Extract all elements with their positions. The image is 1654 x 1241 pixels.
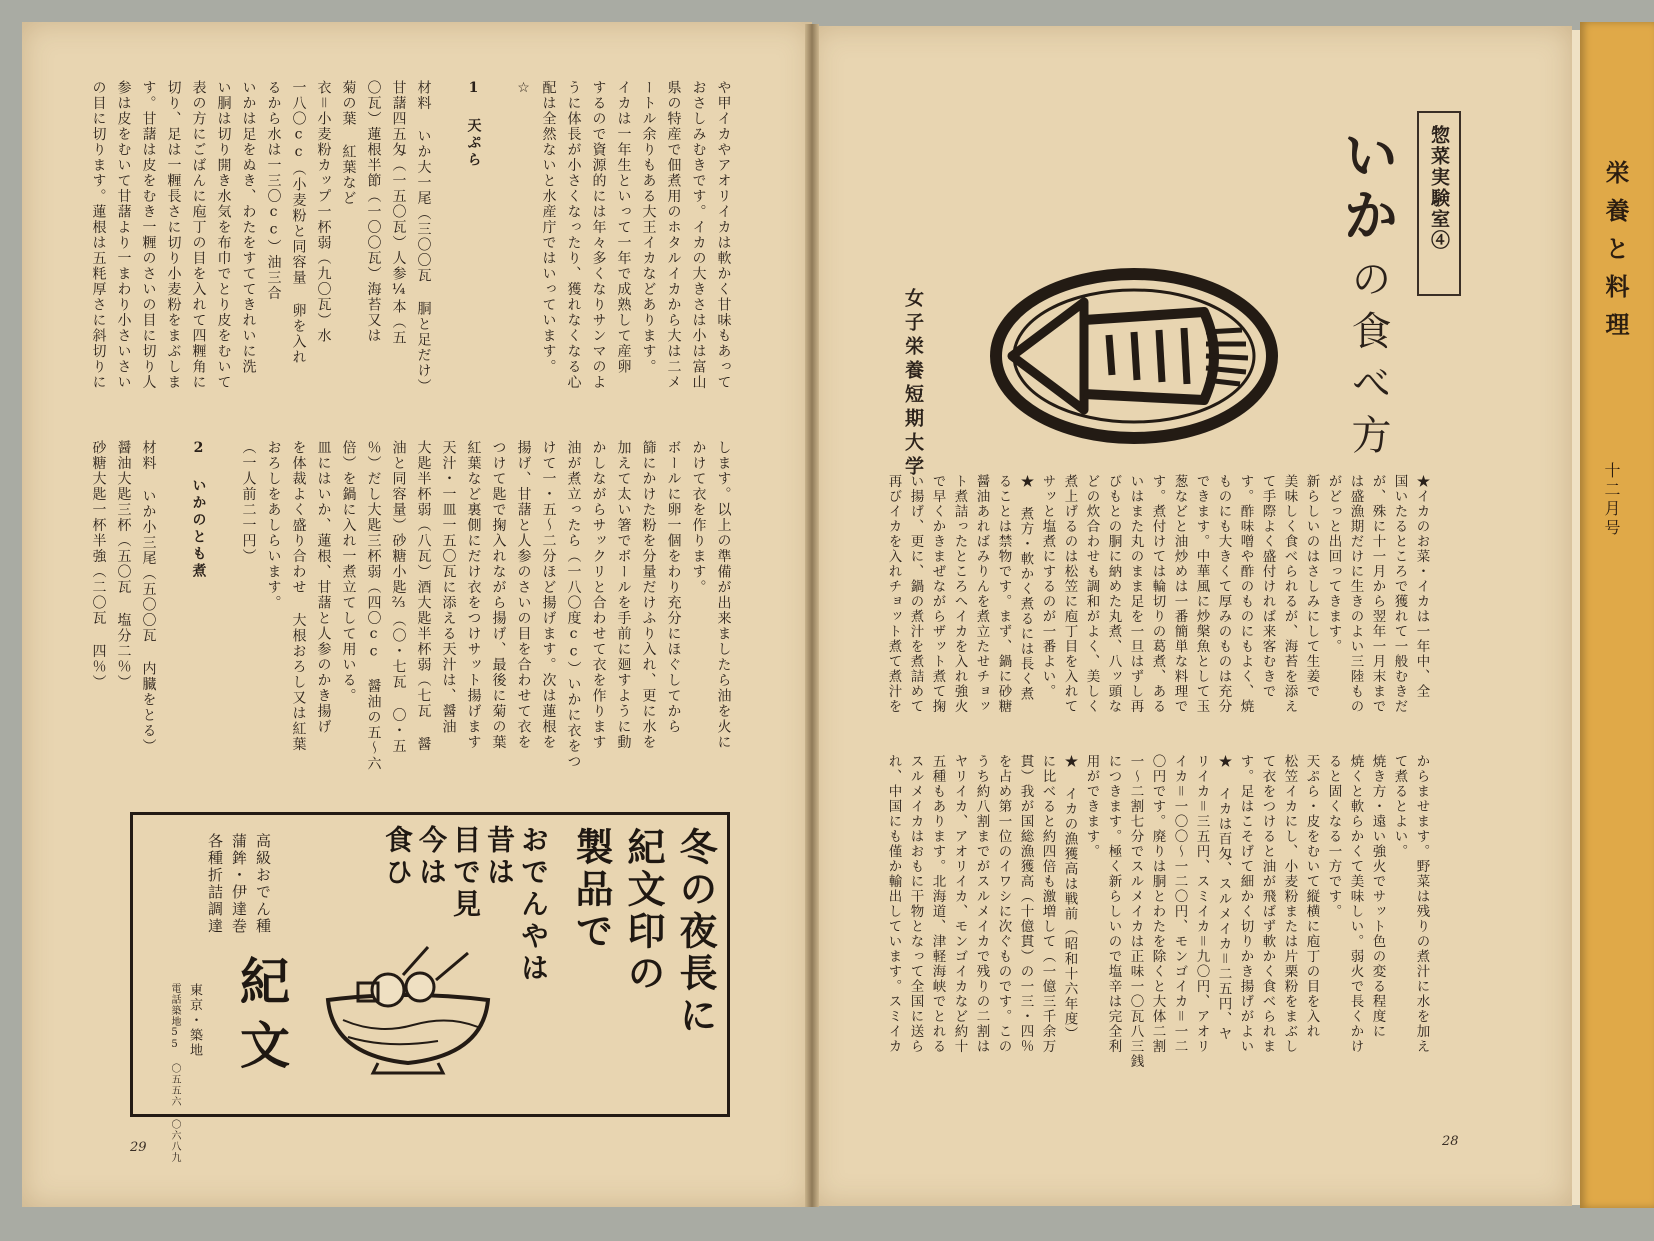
text-column: （一人前二一円） [240, 440, 257, 564]
page-number-right: 28 [1442, 1134, 1459, 1149]
ad-slogan-line: 昔は [483, 825, 516, 889]
text-column: 一〜二割七分でスルメイカは正味一〇瓦八三銭 [1127, 754, 1144, 1069]
text-column: 菊の葉 紅葉など [340, 80, 357, 206]
ad-slogan-line: 紀文印の [621, 827, 666, 995]
text-column: スルメイカはおもに干物となって全国に送ら [907, 754, 924, 1054]
ad-brand: 紀文 [232, 955, 291, 1083]
text-column: けて一・五〜二分ほど揚げます。次は蓮根を [540, 440, 557, 750]
text-column: どの炊合わせも調和がよく、美しく [1083, 474, 1100, 714]
oden-bowl-illustration [318, 945, 498, 1075]
page-number-left: 29 [130, 1140, 147, 1155]
ad-slogan-line: おでんやは [517, 825, 550, 985]
text-column: が、殊に十一月から翌年一月末まで [1369, 474, 1386, 714]
text-column: 材料 いか大一尾（三〇〇瓦 胴と足だけ） [415, 80, 432, 394]
text-column: 新らしいのはさしみにして生姜で [1303, 474, 1320, 699]
text-column: の目に切ります。蓮根は五粍厚さに斜切りに [90, 80, 107, 390]
text-column: は盛漁期だけに生きのよい三陸もの [1347, 474, 1364, 714]
text-column: い胴は切り開き水気を布巾でとり皮をむいて [215, 80, 232, 390]
text-column: できます。中華風に炒槃魚として玉 [1193, 474, 1210, 714]
text-column: うち約八割までがスルメイカで残りの二割は [973, 754, 990, 1054]
text-column: 衣＝小麦粉カップ一杯弱（九〇瓦）水 [315, 80, 332, 344]
text-column: 表の方にごばんに庖丁の目を入れて四糎角に [190, 80, 207, 390]
text-column: 美味しく食べられるが、海苔を添え [1281, 474, 1298, 714]
article-title-main: いか [1334, 126, 1400, 246]
byline: 女子栄養短期大学 [902, 288, 924, 480]
text-column: れ、中国にも僅か輸出しています。スミイカ [885, 754, 902, 1054]
text-column: 一八〇cc（小麦粉と同容量 卵を入れ [290, 80, 307, 365]
text-column: サッと塩煮にするのが一番よい。 [1039, 474, 1056, 699]
text-column: ★ イカは百匁、スルメイカ＝二五円、ヤ [1215, 754, 1232, 1042]
squid-on-plate-illustration [984, 260, 1284, 460]
text-column: 焼き方・遠い強火でサット色の変る程度に [1369, 754, 1386, 1039]
text-column: い揚げ、更に、鍋の煮汁を煮詰めて [907, 474, 924, 714]
text-column: 切り、足は一糎長さに切り小麦粉をまぶしま [165, 80, 182, 390]
text-column: 参は皮をむいて甘藷より一まわり小さいさい [115, 80, 132, 390]
text-column: ると固くなる一方です。 [1325, 754, 1342, 919]
text-column: につきます。極く新らしいので塩辛は完全利 [1105, 754, 1122, 1054]
text-column: 加えて太い箸でボールを手前に廻すように動 [615, 440, 632, 750]
text-column: ートル余りもある大王イカなどあります。 [640, 80, 657, 375]
text-column: 甘藷四五匁（一五〇瓦）人参¼本（五 [390, 80, 407, 346]
text-column: 県の特産で佃煮用のホタルイカから大は二メ [665, 80, 682, 390]
text-column: ることは禁物です。まず、鍋に砂糖 [995, 474, 1012, 714]
text-column: がどっと出回ってきます。 [1325, 474, 1342, 654]
text-column: 揚げ、甘藷と人参のさいの目を合わせて衣を [515, 440, 532, 750]
issue-label: 十二月号 [1602, 462, 1621, 538]
book-gutter [805, 24, 819, 1207]
ad-product-line: 各種折詰調達 [206, 833, 224, 935]
text-column: 篩にかけた粉を分量だけふり入れ、更に水を [640, 440, 657, 750]
text-column: で早くかきまぜながらザット煮て掬 [929, 474, 946, 714]
text-column: す。甘藷は皮をむき一糎のさいの目に切り人 [140, 80, 157, 390]
text-column: かけて衣を作ります。 [690, 440, 707, 595]
ad-address: 東京・築地 [187, 983, 202, 1058]
series-label-box [1417, 111, 1461, 296]
text-column: 紅葉など裏側にだけ衣をつけサット揚げます [465, 440, 482, 750]
text-column: 油が煮立ったら（一八〇度cc）いかに衣をつ [565, 440, 582, 770]
article-title-rest: の食べ方 [1345, 258, 1391, 466]
text-column: 五種もあります。北海道、津軽海峡でとれる [929, 754, 946, 1054]
text-column: ヤリイカ、アオリイカ、モンゴイカなど約十 [951, 754, 968, 1054]
text-column: 貫）我が国総漁獲高（十億貫）の一三・四％ [1017, 754, 1034, 1054]
text-column: 煮上げるのは松笠に庖丁目を入れて [1061, 474, 1078, 714]
text-column: つけて匙で掬入れながら揚げ、最後に菊の葉 [490, 440, 507, 750]
text-column: 葱などと油炒めは一番簡単な料理で [1171, 474, 1188, 714]
text-column: ★ 煮方・軟かく煮るには長く煮 [1017, 474, 1034, 702]
text-column: に比べると約四倍も激増して（一億三千余万 [1039, 754, 1056, 1054]
ad-slogan-line: 目で見 [449, 825, 482, 921]
text-column: 2 いかのとも煮 [190, 440, 207, 580]
text-column: ★イカのお菜・イカは一年中、全 [1413, 474, 1430, 699]
text-column: からませます。野菜は残りの煮汁に水を加え [1413, 754, 1430, 1054]
text-column: ト煮詰ったところへイカを入れ強火 [951, 474, 968, 714]
text-column: 〇円です。廃りは胴とわたを除くと大体二割 [1149, 754, 1166, 1054]
text-column: て手際よく盛付ければ来客むきで [1259, 474, 1276, 699]
text-column: 用ができます。 [1083, 754, 1100, 859]
ad-slogan-line: 製品で [569, 827, 614, 953]
text-column: いはまた丸のまま足を一旦はずし再 [1127, 474, 1144, 714]
text-column: びもとの胴に納めた丸煮、八ッ頭な [1105, 474, 1122, 714]
text-column: ％）だし大匙三杯弱（四〇cc 醤油の五〜六 [365, 440, 382, 772]
text-column: イカ＝一〇〇〜一二〇円、モンゴイカ＝一二 [1171, 754, 1188, 1054]
text-column: ★ イカの漁獲高は戦前（昭和十六年度） [1061, 754, 1078, 1042]
text-column: 油と同容量）砂糖小匙⅔（〇・七瓦 〇・五 [390, 440, 407, 754]
text-column: 醤油あればみりんを煮立たせチョッ [973, 474, 990, 714]
ad-slogan-line: 冬の夜長に [673, 827, 718, 1037]
text-column: 砂糖大匙一杯半強（二〇瓦 四％） [90, 440, 107, 690]
ad-slogan-line: 今は [415, 825, 448, 889]
text-column: 配は全然ないと水産庁ではいっています。 [540, 80, 557, 375]
text-column: 材料 いか小三尾（五〇〇瓦 内臓をとる） [140, 440, 157, 754]
series-label: 惣菜実験室④ [1428, 125, 1450, 251]
text-column: 天汁・一皿一五〇瓦に添える天汁は、醤油 [440, 440, 457, 735]
text-column: おろしをあしらいます。 [265, 440, 282, 611]
text-column: 倍）を鍋に入れ一煮立てして用いる。 [340, 440, 357, 704]
text-column: 天ぷら・皮をむいて縦横に庖丁の目を入れ [1303, 754, 1320, 1039]
left-page [22, 22, 812, 1207]
text-column: す。煮付けては輪切りの葛煮、ある [1149, 474, 1166, 714]
text-column: や甲イカやアオリイカは軟かく甘味もあって [715, 80, 732, 390]
ad-phone: 電話築地55 〇五五六 〇六八九 [169, 983, 180, 1163]
text-column: 大匙半杯弱（八瓦）酒大匙半杯弱（七瓦 醤 [415, 440, 432, 752]
text-column: 国いたるところで獲れて一般むきだ [1391, 474, 1408, 714]
text-column: します。以上の準備が出来ましたら油を火に [715, 440, 732, 750]
text-column: を占め第一位のイワシに次ぐものです。この [995, 754, 1012, 1054]
text-column: するので資源的には年々多くなりサンマのよ [590, 80, 607, 390]
right-page [812, 26, 1572, 1206]
text-column: るから水は一三〇cc）油三合 [265, 80, 282, 301]
text-column: 皿にはいか、蓮根、甘藷と人参のかき揚げ [315, 440, 332, 735]
text-column: リイカ＝三五円、スミイカ＝九〇円、アオリ [1193, 754, 1210, 1054]
text-column: イカは一年生といって一年で成熟して産卵 [615, 80, 632, 375]
text-column: うに体長が小さくなったり、獲れなくなる心 [565, 80, 582, 390]
text-column: 〇瓦）蓮根半節（一〇〇瓦）海苔又は [365, 80, 382, 344]
ad-product-line: 高級おでん種 [254, 833, 272, 935]
ad-product-line: 蒲鉾・伊達巻 [230, 833, 248, 935]
text-column: いかは足をぬき、わたをすててきれいに洗 [240, 80, 257, 375]
text-column: おさしみむきです。イカの大きさは小は富山 [690, 80, 707, 390]
text-column: かしながらサックリと合わせて衣を作ります [590, 440, 607, 750]
text-column: 松笠イカにし、小麦粉または片栗粉をまぶし [1281, 754, 1298, 1054]
magazine-title: 栄養と料理 [1601, 160, 1630, 350]
text-column: ボールに卵一個をわり充分にほぐしてから [665, 440, 682, 735]
text-column: す。酢味噌や酢のものにもよく、焼 [1237, 474, 1254, 714]
text-column: 焼くと軟らかくて美味しい。弱火で長くかけ [1347, 754, 1364, 1054]
text-column: ☆ [515, 80, 532, 98]
text-column: て衣をつけると油が飛ばず軟かく食べられま [1259, 754, 1276, 1054]
text-column: ものにも大きくて厚みのものは充分 [1215, 474, 1232, 714]
text-column: 1 天ぷら [465, 80, 482, 169]
text-column: 醤油大匙三杯（五〇瓦 塩分二％） [115, 440, 132, 690]
ad-slogan-line: 食ひ [381, 825, 414, 889]
text-column: を体裁よく盛り合わせ 大根おろし又は紅葉 [290, 440, 307, 752]
text-column: て煮るとよい。 [1391, 754, 1408, 859]
text-column: す。足はこそげて細かく切りかき揚げがよい [1237, 754, 1254, 1054]
text-column: 再びイカを入れチョット煮て煮汁を [885, 474, 902, 714]
